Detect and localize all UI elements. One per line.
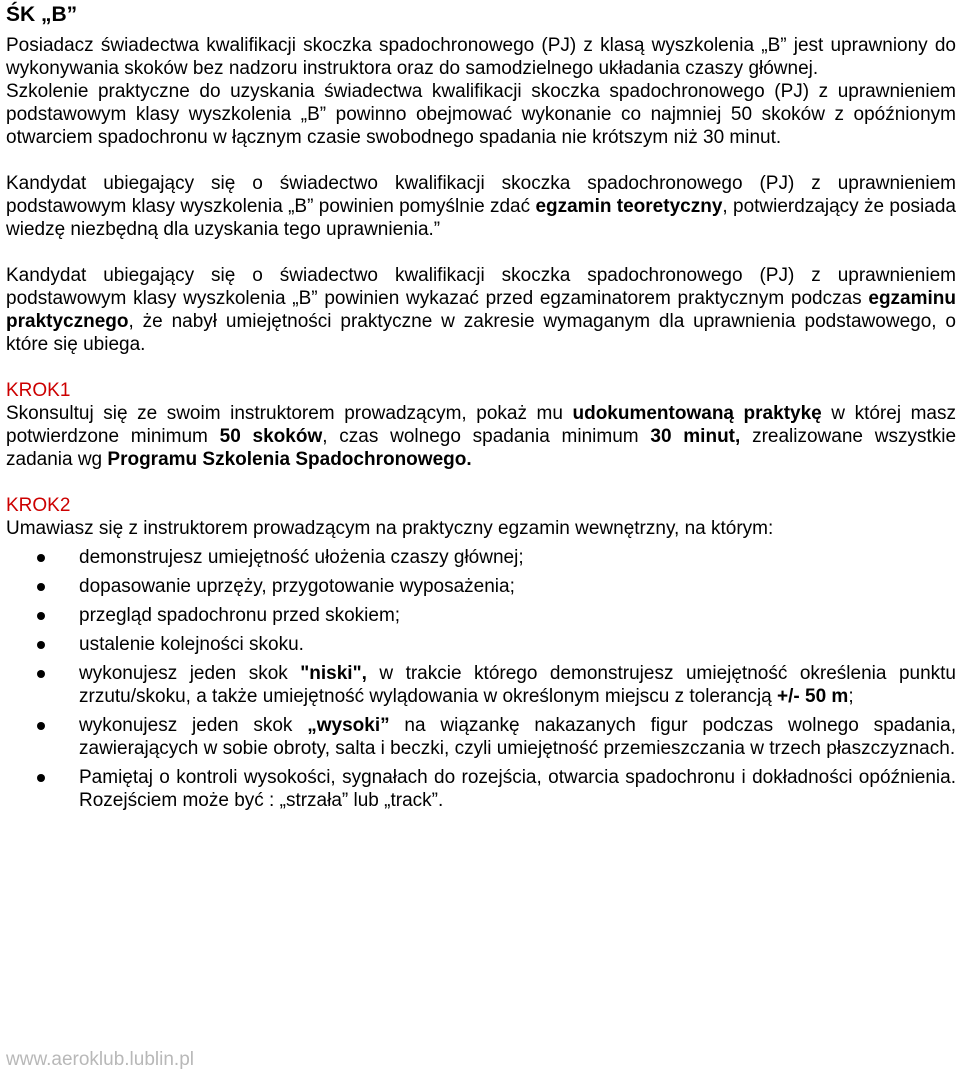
list-item: ustalenie kolejności skoku. [6,633,956,656]
theory-exam-paragraph: Kandydat ubiegający się o świadectwo kwalifikacji skoczka spadochronowego (PJ) z uprawnieniem podstawowym klasy wyszkolenia „B” powinien pomyślnie zdać egzamin teoretyczny, potwierdzający że posiada wiedzę niezbędną dla uzyskania tego uprawnienia.” [6,173,956,240]
krok2-list [6,546,956,812]
list-item: wykonujesz jeden skok "niski", w trakcie którego demonstrujesz umiejętność określenia punktu zrzutu/skoku, a także umiejętność wylądowania w określonym miejscu z tolerancją +/- 50 m; [6,662,956,708]
krok1-heading: KROK1 [6,380,71,401]
intro-paragraph-2: Szkolenie praktyczne do uzyskania świadectwa kwalifikacji skoczka spadochronowego (PJ) z uprawnieniem podstawowym klasy wyszkolenia „B” powinno obejmować wykonanie co najmniej 50 skoków z opóźnionym otwarciem spadochronu w łącznym czasie swobodnego spadania nie krótszym niż 30 minut. [6,81,956,148]
bullet-icon [37,612,45,620]
bullet-icon [37,722,45,730]
list-item: demonstrujesz umiejętność ułożenia czaszy głównej; [6,546,956,569]
bullet-icon [37,641,45,649]
theory-exam-highlight: egzamin teoretyczny [535,196,723,217]
document-page [6,0,956,818]
bullet-icon [37,774,45,782]
bullet-icon [37,670,45,678]
list-item: Pamiętaj o kontroli wysokości, sygnałach do rozejścia, otwarcia spadochronu i dokładności opóźnienia. Rozejściem może być : „strzała” lub „track”. [6,766,956,812]
list-item: wykonujesz jeden skok „wysoki” na wiązankę nakazanych figur podczas wolnego spadania, zawierających w sobie obroty, salta i beczki, czyli umiejętność przemieszczania w trzech płaszczyznach. [6,714,956,760]
practical-exam-highlight: egzaminu praktycznego [6,288,956,332]
practical-exam-paragraph: Kandydat ubiegający się o świadectwo kwalifikacji skoczka spadochronowego (PJ) z uprawnieniem podstawowym klasy wyszkolenia „B” powinien wykazać przed egzaminatorem praktycznym podczas egzaminu praktycznego, że nabył umiejętności praktyczne w zakresie wymaganym dla uprawnienia podstawowego, o które się ubiega. [6,265,956,355]
krok1-paragraph: Skonsultuj się ze swoim instruktorem prowadzącym, pokaż mu udokumentowaną praktykę w której masz potwierdzone minimum 50 skoków, czas wolnego spadania minimum 30 minut, zrealizowane wszystkie zadania wg Programu Szkolenia Spadochronowego. [6,403,957,470]
bullet-icon [37,583,45,591]
krok2-intro: Umawiasz się z instruktorem prowadzącym na praktyczny egzamin wewnętrzny, na którym: [6,518,774,539]
list-item: przegląd spadochronu przed skokiem; [6,604,956,627]
list-item: dopasowanie uprzęży, przygotowanie wyposażenia; [6,575,956,598]
page-title: ŚK „B” [6,3,78,26]
bullet-icon [37,554,45,562]
footer-url: www.aeroklub.lublin.pl [6,1049,194,1070]
krok2-heading: KROK2 [6,495,71,516]
intro-paragraph-1: Posiadacz świadectwa kwalifikacji skoczka spadochronowego (PJ) z klasą wyszkolenia „B” jest uprawniony do wykonywania skoków bez nadzoru instruktora oraz do samodzielnego układania czaszy głównej. [6,35,956,79]
